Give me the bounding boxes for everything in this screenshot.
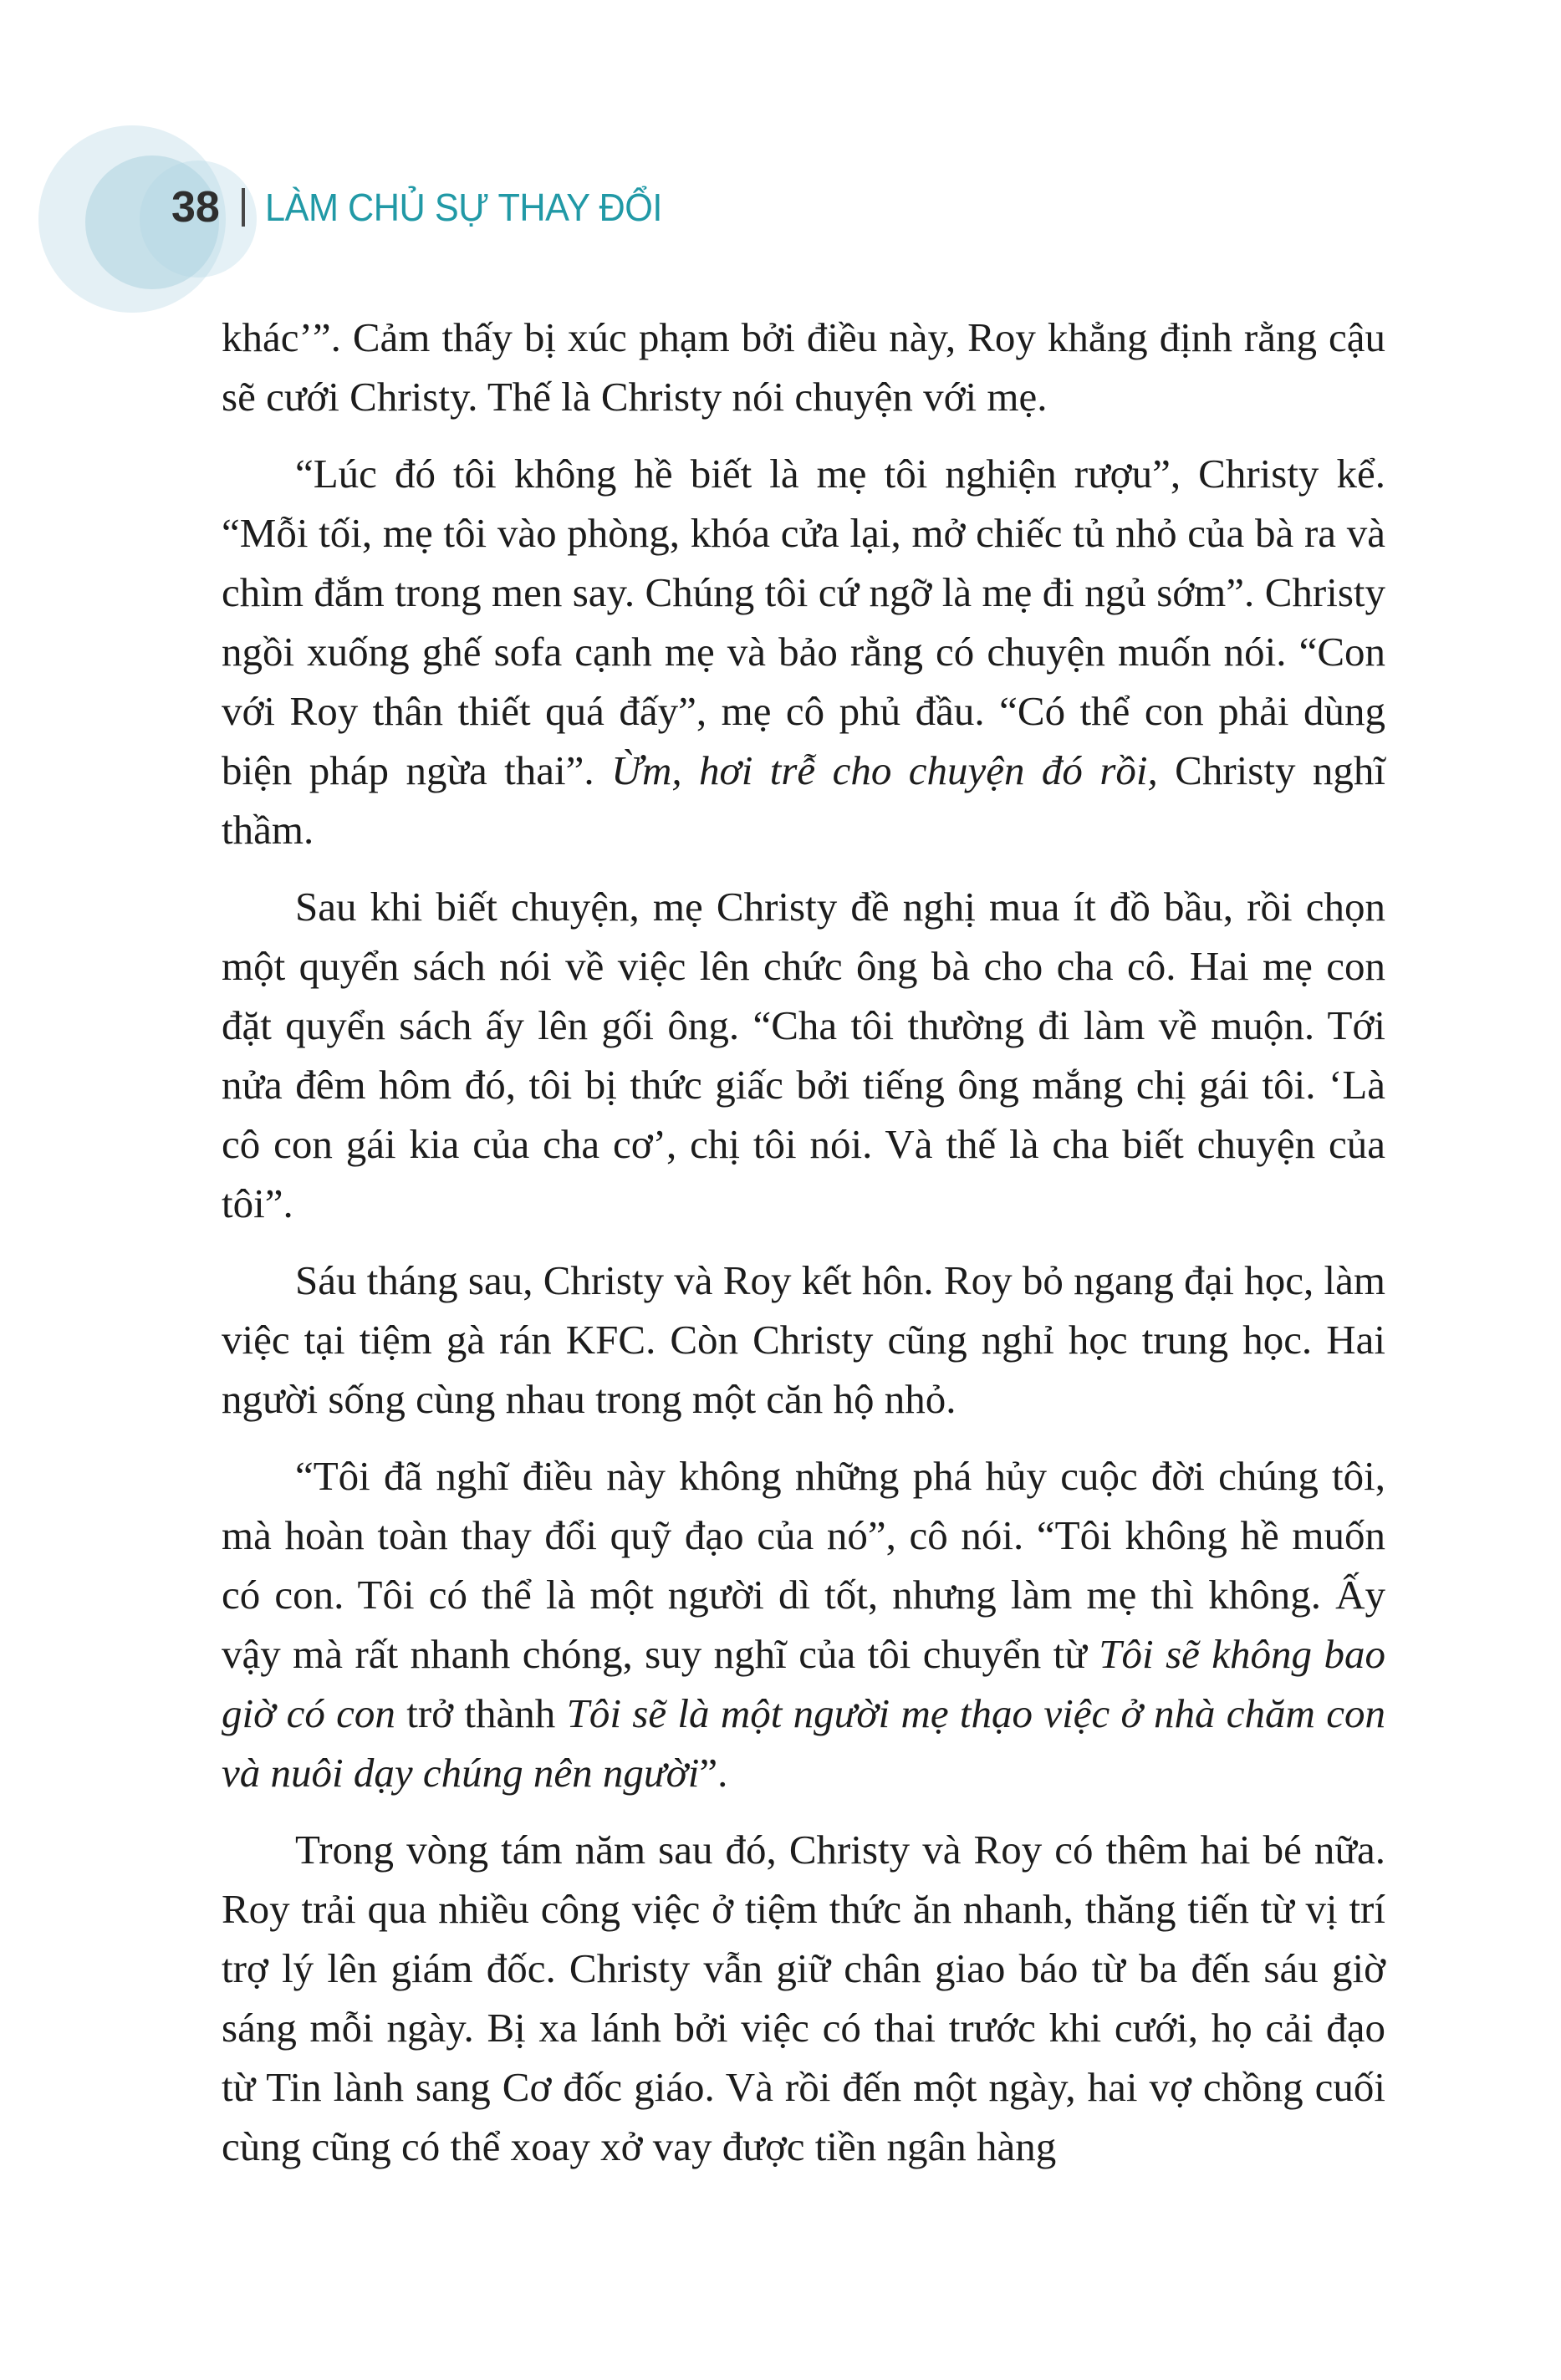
text-run: ”. bbox=[699, 1750, 728, 1796]
paragraph bbox=[222, 444, 1385, 859]
text-run: trở thành bbox=[395, 1690, 567, 1736]
emphasized-text-run: Tôi sẽ không bao giờ có con bbox=[222, 1631, 1385, 1736]
text-run: Christy nghĩ thầm. bbox=[222, 747, 1385, 853]
paragraph bbox=[222, 877, 1385, 1233]
running-title: LÀM CHỦ SỰ THAY ĐỔI bbox=[264, 186, 662, 229]
text-run: Sau khi biết chuyện, mẹ Christy đề nghị mua ít đồ bầu, rồi chọn một quyển sách nói về việc lên chức ông bà cho cha cô. Hai mẹ con đặt quyển sách ấy lên gối ông. “Cha tôi thường đi làm về muộn. Tới nửa đêm hôm đó, tôi bị thức giấc bởi tiếng ông mắng chị gái tôi. ‘Là cô con gái kia của cha cơ’, chị tôi nói. Và thế là cha biết chuyện của tôi”. bbox=[222, 884, 1385, 1226]
paragraph bbox=[222, 1251, 1385, 1429]
page-number: 38 bbox=[171, 183, 220, 232]
text-run: Trong vòng tám năm sau đó, Christy và Roy có thêm hai bé nữa. Roy trải qua nhiều công việc ở tiệm thức ăn nhanh, thăng tiến từ vị trí trợ lý lên giám đốc. Christy vẫn giữ chân giao báo từ ba đến sáu giờ sáng mỗi ngày. Bị xa lánh bởi việc có thai trước khi cưới, họ cải đạo từ Tin lành sang Cơ đốc giáo. Và rồi đến một ngày, hai vợ chồng cuối cùng cũng có thể xoay xở vay được tiền ngân hàng bbox=[222, 1827, 1385, 2169]
page-header bbox=[171, 182, 687, 232]
emphasized-text-run: Tôi sẽ là một người mẹ thạo việc ở nhà chăm con và nuôi dạy chúng nên người bbox=[222, 1690, 1385, 1796]
paragraph bbox=[222, 1446, 1385, 1802]
text-run: “Tôi đã nghĩ điều này không những phá hủy cuộc đời chúng tôi, mà hoàn toàn thay đổi quỹ đạo của nó”, cô nói. “Tôi không hề muốn có con. Tôi có thể là một người dì tốt, nhưng làm mẹ thì không. Ấy vậy mà rất nhanh chóng, suy nghĩ của tôi chuyển từ bbox=[222, 1453, 1385, 1677]
paragraph bbox=[222, 1820, 1385, 2176]
emphasized-text-run: Ừm, hơi trễ cho chuyện đó rồi, bbox=[611, 747, 1158, 793]
paragraph bbox=[222, 308, 1385, 426]
body-text bbox=[222, 308, 1385, 2194]
text-run: Sáu tháng sau, Christy và Roy kết hôn. Roy bỏ ngang đại học, làm việc tại tiệm gà rán KFC. Còn Christy cũng nghỉ học trung học. Hai người sống cùng nhau trong một căn hộ nhỏ. bbox=[222, 1257, 1385, 1422]
header-separator bbox=[242, 188, 245, 227]
text-run: “Lúc đó tôi không hề biết là mẹ tôi nghiện rượu”, Christy kể. “Mỗi tối, mẹ tôi vào phòng, khóa cửa lại, mở chiếc tủ nhỏ của bà ra và chìm đắm trong men say. Chúng tôi cứ ngỡ là mẹ đi ngủ sớm”. Christy ngồi xuống ghế sofa cạnh mẹ và bảo rằng có chuyện muốn nói. “Con với Roy thân thiết quá đấy”, mẹ cô phủ đầu. “Có thể con phải dùng biện pháp ngừa thai”. bbox=[222, 451, 1385, 793]
text-run: khác’”. Cảm thấy bị xúc phạm bởi điều này, Roy khẳng định rằng cậu sẽ cưới Christy. Thế là Christy nói chuyện với mẹ. bbox=[222, 314, 1385, 420]
